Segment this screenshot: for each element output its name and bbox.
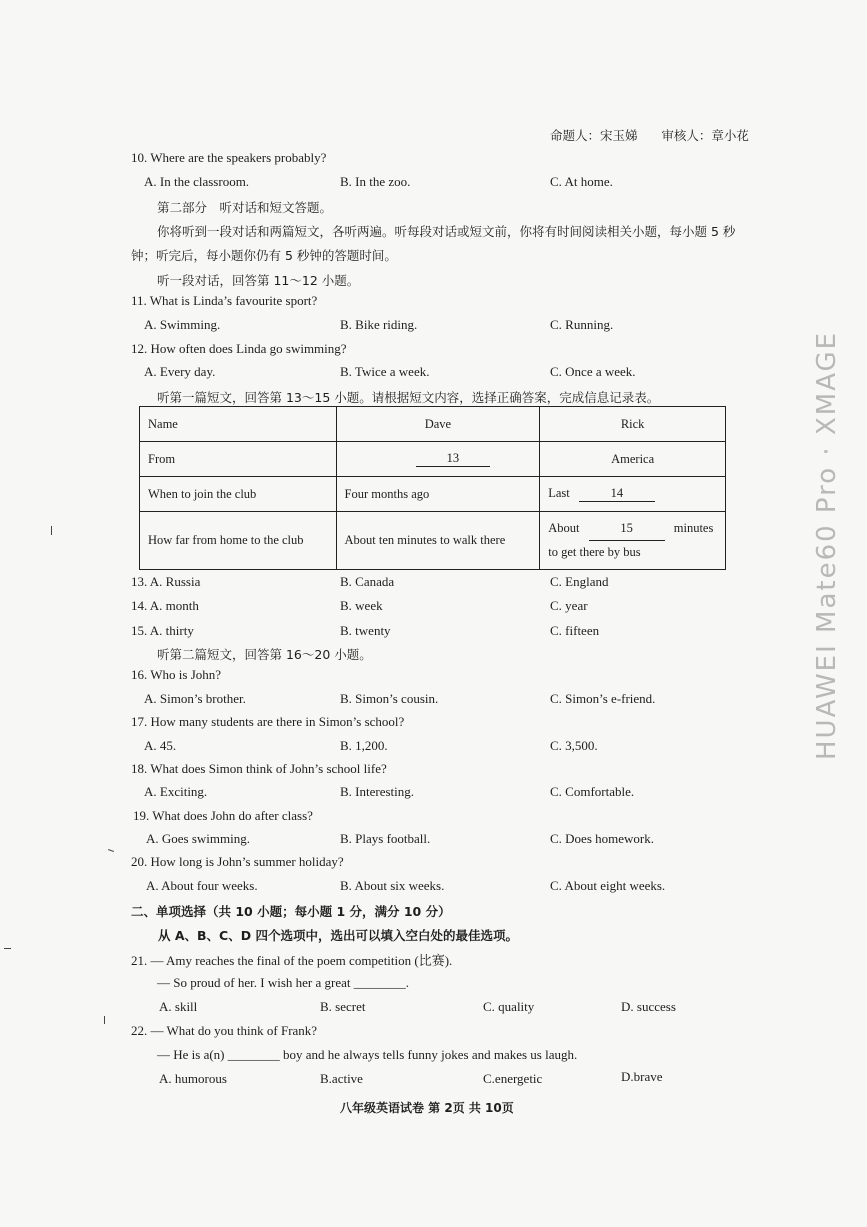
question-22-line1: 22. — What do you think of Frank? — [131, 1023, 318, 1038]
question-22-option-b: B.active — [320, 1071, 363, 1086]
table-cell: How far from home to the club — [140, 512, 337, 570]
question-10-option-c: C. At home. — [550, 174, 613, 189]
question-22-option-c: C.energetic — [483, 1071, 543, 1086]
section2-instruction: 从 A、B、C、D 四个选项中，选出可以填入空白处的最佳选项。 — [158, 928, 518, 943]
table-cell — [336, 442, 540, 477]
question-11-option-c: C. Running. — [550, 317, 614, 332]
scan-mark — [4, 948, 11, 949]
table-cell: Name — [140, 407, 337, 442]
table-cell — [540, 512, 726, 570]
question-16-stem: 16. Who is John? — [131, 667, 222, 682]
question-12-option-c: C. Once a week. — [550, 364, 636, 379]
question-16-option-c: C. Simon’s e-friend. — [550, 691, 656, 706]
question-19-option-a: A. Goes swimming. — [146, 831, 250, 846]
table-cell: When to join the club — [140, 477, 337, 512]
section2-title: 二、单项选择（共 10 小题；每小题 1 分，满分 10 分） — [131, 904, 451, 919]
rick-distance-prefix: About — [548, 521, 580, 535]
question-10-stem: 10. Where are the speakers probably? — [131, 150, 327, 165]
question-22-option-a: A. humorous — [159, 1071, 227, 1086]
question-15-option-b: B. twenty — [340, 623, 391, 638]
rick-join-prefix: Last — [548, 486, 570, 500]
question-11-option-a: A. Swimming. — [144, 317, 221, 332]
question-21-option-d: D. success — [621, 999, 676, 1014]
question-17-option-b: B. 1,200. — [340, 738, 388, 753]
answer-blank-15: 15 — [589, 517, 665, 541]
question-18-stem: 18. What does Simon think of John’s school life? — [131, 761, 387, 776]
scan-mark — [108, 849, 114, 852]
exam-header — [550, 126, 749, 144]
table-cell: About ten minutes to walk there — [336, 512, 540, 570]
table-cell: Dave — [336, 407, 540, 442]
question-18-option-b: B. Interesting. — [340, 784, 415, 799]
question-22-line2: — He is a(n) ________ boy and he always tells funny jokes and makes us laugh. — [157, 1047, 578, 1062]
author-label: 命题人：宋玉娣 — [550, 128, 638, 143]
question-21-option-a: A. skill — [159, 999, 198, 1014]
question-10-option-a: A. In the classroom. — [144, 174, 250, 189]
question-17-stem: 17. How many students are there in Simon’s school? — [131, 714, 405, 729]
table-row — [140, 512, 726, 570]
passage2-instruction: 听第二篇短文，回答第 16～20 小题。 — [157, 647, 372, 662]
answer-blank-14: 14 — [579, 486, 655, 502]
question-19-stem: 19. What does John do after class? — [133, 808, 313, 823]
scan-mark — [104, 1016, 105, 1024]
question-21-option-c: C. quality — [483, 999, 535, 1014]
question-21-line1: 21. — Amy reaches the final of the poem competition (比赛). — [131, 953, 453, 968]
table-row — [140, 442, 726, 477]
part2-instruction-line1: 你将听到一段对话和两篇短文，各听两遍。听每段对话或短文前，你将有时间阅读相关小题，每小题 5 秒 — [157, 224, 736, 239]
question-19-option-b: B. Plays football. — [340, 831, 431, 846]
question-13-option-c: C. England — [550, 574, 609, 589]
table-cell: Rick — [540, 407, 726, 442]
part2-title: 第二部分 听对话和短文答题。 — [157, 200, 333, 215]
question-15-option-c: C. fifteen — [550, 623, 600, 638]
question-18-option-a: A. Exciting. — [144, 784, 208, 799]
passage1-instruction: 听第一篇短文，回答第 13～15 小题。请根据短文内容，选择正确答案，完成信息记录表。 — [157, 390, 660, 405]
table-header-row — [140, 407, 726, 442]
question-12-stem: 12. How often does Linda go swimming? — [131, 341, 347, 356]
question-21-line2: — So proud of her. I wish her a great ________. — [157, 975, 410, 990]
question-12-option-a: A. Every day. — [144, 364, 216, 379]
answer-blank-13: 13 — [416, 451, 490, 467]
question-20-option-c: C. About eight weeks. — [550, 878, 666, 893]
page-footer: 八年级英语试卷 第 2页 共 10页 — [340, 1101, 514, 1115]
rick-distance-unit: minutes — [673, 521, 714, 535]
question-19-option-c: C. Does homework. — [550, 831, 654, 846]
table-cell: America — [540, 442, 726, 477]
part2-instruction-line2: 钟；听完后，每小题你仍有 5 秒钟的答题时间。 — [131, 248, 397, 263]
question-17-option-c: C. 3,500. — [550, 738, 598, 753]
question-11-stem: 11. What is Linda’s favourite sport? — [131, 293, 318, 308]
question-13-option-a: 13. A. Russia — [131, 574, 201, 589]
question-21-option-b: B. secret — [320, 999, 366, 1014]
question-11-option-b: B. Bike riding. — [340, 317, 418, 332]
rick-distance-line2: to get there by bus — [548, 545, 641, 559]
reviewer-label: 审核人：章小花 — [661, 128, 749, 143]
question-16-option-a: A. Simon’s brother. — [144, 691, 246, 706]
question-15-option-a: 15. A. thirty — [131, 623, 194, 638]
question-16-option-b: B. Simon’s cousin. — [340, 691, 439, 706]
question-18-option-c: C. Comfortable. — [550, 784, 635, 799]
info-record-table — [139, 406, 726, 570]
question-12-option-b: B. Twice a week. — [340, 364, 430, 379]
question-14-option-c: C. year — [550, 598, 588, 613]
scan-mark — [51, 526, 52, 535]
question-20-option-a: A. About four weeks. — [146, 878, 258, 893]
table-cell: From — [140, 442, 337, 477]
table-cell — [540, 477, 726, 512]
camera-watermark: HUAWEI Mate60 Pro · XMAGE — [812, 330, 842, 760]
table-cell: Four months ago — [336, 477, 540, 512]
question-10-option-b: B. In the zoo. — [340, 174, 411, 189]
question-17-option-a: A. 45. — [144, 738, 177, 753]
question-14-option-b: B. week — [340, 598, 383, 613]
question-22-option-d: D.brave — [621, 1069, 663, 1084]
question-14-option-a: 14. A. month — [131, 598, 199, 613]
question-13-option-b: B. Canada — [340, 574, 395, 589]
question-20-stem: 20. How long is John’s summer holiday? — [131, 854, 344, 869]
question-20-option-b: B. About six weeks. — [340, 878, 445, 893]
table-row — [140, 477, 726, 512]
dialog-instruction: 听一段对话，回答第 11～12 小题。 — [157, 273, 360, 288]
